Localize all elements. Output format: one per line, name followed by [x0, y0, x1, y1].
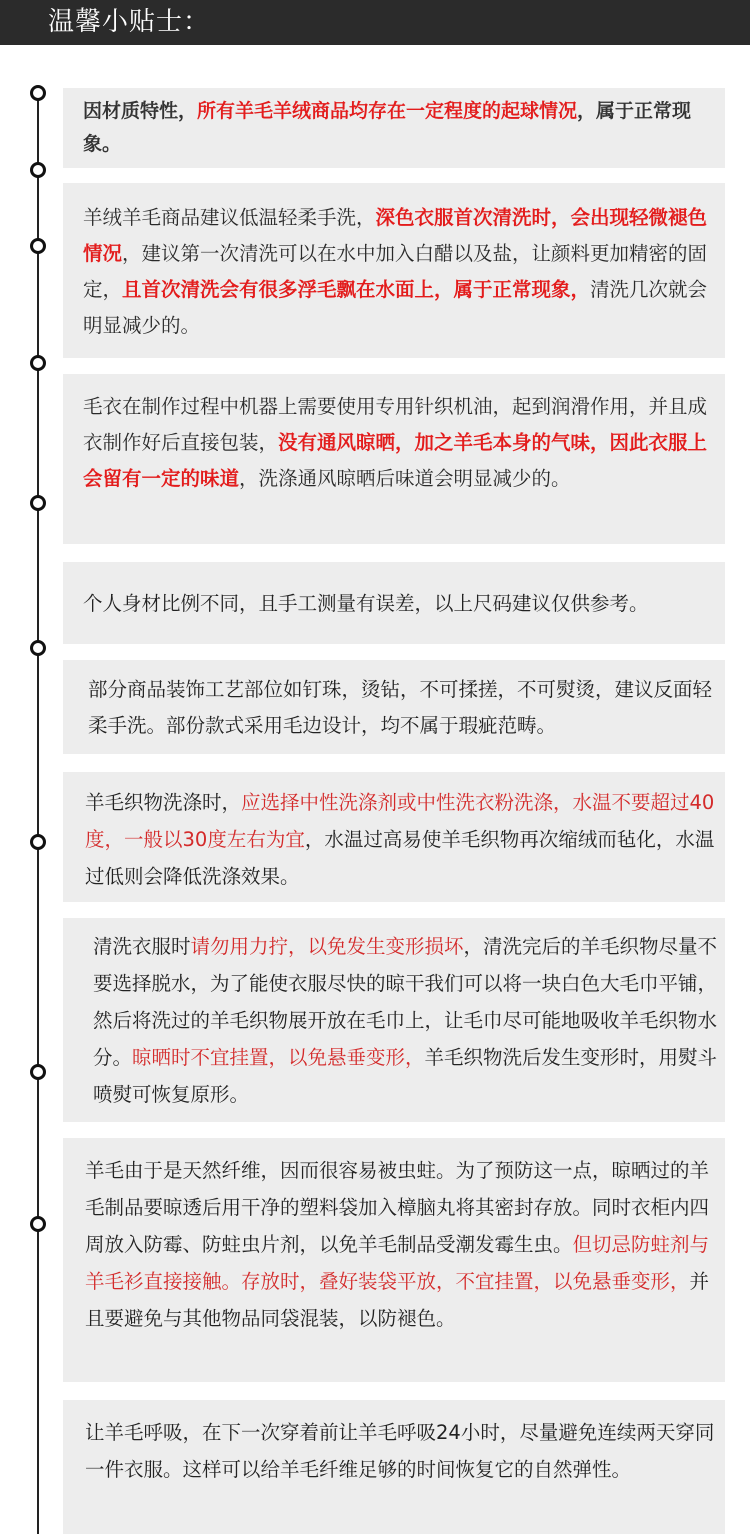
tip-card-odor	[63, 374, 725, 544]
body-text: 清洗几次就会明显减少的。	[83, 278, 708, 337]
body-text: ，属于正常现象。	[83, 100, 692, 155]
highlight-text: 深色衣服首次清洗时，会出现轻微褪色情况	[83, 206, 708, 265]
timeline-dot	[30, 495, 46, 511]
timeline-dot	[30, 162, 46, 178]
timeline-dot	[30, 640, 46, 656]
body-text: 羊毛织物洗后发生变形时，用熨斗喷熨可恢复原形。	[93, 1046, 718, 1106]
body-text: 羊毛由于是天然纤维，因而很容易被虫蛀。为了预防这一点，晾晒过的羊毛制品要晾透后用干净的塑料袋加入樟脑丸将其密封存放。同时衣柜内四周放入防霉、防蛀虫片剂，以免羊毛制品受潮发霉生虫。	[85, 1159, 710, 1256]
tip-card-pilling	[63, 88, 725, 168]
tip-card-decoration	[63, 660, 725, 754]
timeline-dot	[30, 355, 46, 371]
body-text: ，清洗完后的羊毛织物尽量不要选择脱水，为了能使衣服尽快的晾干我们可以将一块白色大毛巾平铺，然后将洗过的羊毛织物展开放在毛巾上，让毛巾尽可能地吸收羊毛织物水分。	[93, 935, 718, 1069]
timeline-dot	[30, 1064, 46, 1080]
tip-card-washing	[63, 183, 725, 358]
highlight-text: 没有通风晾晒，加之羊毛本身的气味，因此衣服上会留有一定的味道	[83, 431, 708, 490]
body-text: 羊毛织物洗涤时，	[85, 791, 242, 814]
body-text: ，建议第一次清洗可以在水中加入白醋以及盐，让颜料更加精密的固定，	[83, 242, 708, 301]
tip-text	[85, 1414, 717, 1488]
body-text: 部分商品装饰工艺部位如钉珠，烫钻，不可揉搓，不可熨烫，建议反面轻柔手洗。部份款式采用毛边设计，均不属于瑕疵范畴。	[88, 678, 713, 737]
tip-card-storage	[63, 1138, 725, 1382]
header-bar	[0, 0, 750, 45]
tip-card-drying	[63, 918, 725, 1122]
tip-text	[85, 1152, 717, 1337]
tip-text	[83, 587, 719, 621]
highlight-text: 请勿用力拧，以免发生变形损坏	[190, 935, 464, 958]
tip-card-breathing	[63, 1400, 725, 1534]
tip-text	[85, 784, 715, 895]
body-text: 清洗衣服时	[93, 935, 191, 958]
timeline-dot	[30, 834, 46, 850]
highlight-text: 晾晒时不宜挂置，以免悬垂变形，	[132, 1046, 425, 1069]
body-text: 毛衣在制作过程中机器上需要使用专用针织机油，起到润滑作用，并且成衣制作好后直接包装，	[83, 395, 708, 454]
highlight-text: 所有羊毛羊绒商品均存在一定程度的起球情况	[197, 100, 578, 122]
highlight-text: 且首次清洗会有很多浮毛飘在水面上，属于正常现象，	[122, 278, 591, 301]
tip-text	[83, 389, 721, 497]
tip-text	[93, 928, 719, 1113]
timeline-dot	[30, 1216, 46, 1232]
body-text: 因材质特性，	[83, 100, 198, 122]
body-text: ，水温过高易使羊毛织物再次缩绒而毡化，水温过低则会降低洗涤效果。	[85, 828, 715, 888]
tip-card-sizing	[63, 562, 725, 644]
highlight-text: 但切忌防蛀剂与羊毛衫直接接触。存放时，叠好装袋平放，不宜挂置，以免悬垂变形，	[85, 1233, 710, 1293]
body-text: 羊绒羊毛商品建议低温轻柔手洗，	[83, 206, 376, 229]
body-text: ，洗涤通风晾晒后味道会明显减少的。	[239, 467, 571, 490]
timeline-line	[37, 92, 39, 1534]
body-text: 让羊毛呼吸，在下一次穿着前让羊毛呼吸24小时，尽量避免连续两天穿同一件衣服。这样可以给羊毛纤维足够的时间恢复它的自然弹性。	[85, 1421, 715, 1481]
tip-text	[88, 672, 717, 744]
timeline-dot	[30, 85, 46, 101]
tip-text	[83, 95, 715, 161]
highlight-text: 应选择中性洗涤剂或中性洗衣粉洗涤，水温不要超过40度，一般以30度左右为宜	[85, 791, 715, 851]
tip-text	[83, 200, 715, 344]
timeline-dot	[30, 238, 46, 254]
page-title: 温馨小贴士：	[48, 7, 211, 37]
body-text: 并且要避免与其他物品同袋混装，以防褪色。	[85, 1270, 710, 1330]
tip-card-detergent	[63, 772, 725, 902]
body-text: 个人身材比例不同，且手工测量有误差，以上尺码建议仅供参考。	[83, 592, 649, 615]
